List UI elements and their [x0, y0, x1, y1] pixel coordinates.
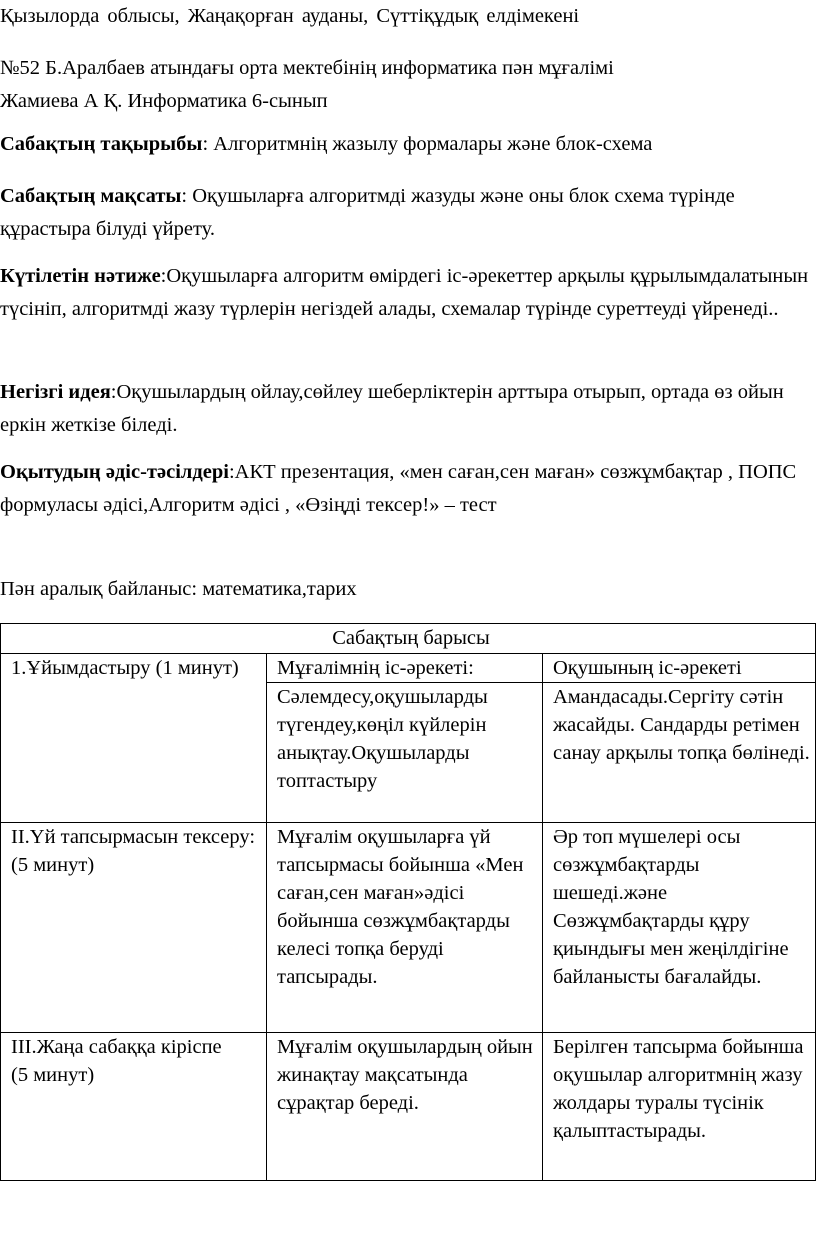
table-row — [1, 823, 816, 1033]
school-location: Қызылорда облысы, Жаңақорған ауданы, Сүттіқұдық елдімекені — [0, 5, 580, 27]
table-row — [1, 1033, 816, 1181]
lesson-goal — [0, 180, 812, 246]
student-activity-cell: Әр топ мүшелері осы сөзжұмбақтарды шешеді.және Сөзжұмбақтарды құру қиындығы мен жеңілдігіне байланысты бағалайды. — [543, 823, 816, 1033]
result-label: Күтілетін нәтиже — [0, 265, 161, 287]
lesson-topic — [0, 128, 812, 161]
topic-text: : Алгоритмнің жазылу формалары және блок-схема — [202, 133, 653, 155]
teacher-activity-cell: Мұғалім оқушыларға үй тапсырмасы бойынша «Мен саған,сен маған»әдісі бойынша сөзжұмбақтарды келесі топқа беруді тапсырады. — [267, 823, 543, 1033]
teaching-methods — [0, 456, 812, 522]
teacher-activity-cell: Сәлемдесу,оқушыларды түгендеу,көңіл күйлерін анықтау.Оқушыларды топтастыру — [267, 683, 543, 823]
stage-name-title: II.Үй тапсырмасын тексеру: — [11, 826, 256, 848]
goal-label: Сабақтың мақсаты — [0, 185, 182, 207]
result-text: :Оқушыларға алгоритм өмірдегі іс-әрекеттер арқылы құрылымдалатынын түсініп, алгоритмді жазу түрлерін негіздей алады, схемалар түрінде суреттеуді үйренеді.. — [0, 265, 809, 320]
methods-text: :АКТ презентация, «мен саған,сен маған» сөзжұмбақтар , ПОПС формуласы әдісі,Алгоритм әдісі , «Өзіңді тексер!» – тест — [0, 461, 797, 516]
idea-text: :Оқушылардың ойлау,сөйлеу шеберліктерін арттыра отырып, ортада өз ойын еркін жеткізе біледі. — [0, 381, 784, 436]
student-activity-cell: Берілген тапсырма бойынша оқушылар алгоритмнің жазу жолдары туралы түсінік қалыптастырады. — [543, 1033, 816, 1181]
student-activity-cell: Амандасады.Сергіту сәтін жасайды. Сандарды ретімен санау арқылы топқа бөлінеді. — [543, 683, 816, 823]
stage-name-title: III.Жаңа сабаққа кіріспе — [11, 1036, 222, 1058]
links-text: Пән аралық байланыс: математика,тарих — [0, 578, 357, 600]
stage-duration: (5 минут) — [11, 1064, 95, 1086]
teacher-info-line2: Жамиева А Қ. Информатика 6-сынып — [0, 90, 328, 112]
table-row — [1, 654, 816, 683]
methods-label: Оқытудың әдіс-тәсілдері — [0, 461, 229, 483]
expected-result — [0, 260, 812, 326]
interdisciplinary-links — [0, 573, 812, 606]
idea-label: Негізгі идея — [0, 381, 111, 403]
table-title: Сабақтың барысы — [1, 624, 816, 654]
stage-name-cell: 1.Ұйымдастыру (1 минут) — [1, 654, 267, 823]
stage-name-cell — [1, 823, 267, 1033]
teacher-info-line1: №52 Б.Аралбаев атындағы орта мектебінің информатика пән мұғалімі — [0, 57, 614, 79]
goal-text: : Оқушыларға алгоритмді жазуды және оны блок схема түрінде құрастыра білуді үйрету. — [0, 185, 735, 240]
lesson-progress-table — [0, 623, 816, 1181]
topic-label: Сабақтың тақырыбы — [0, 133, 203, 155]
stage-name-cell — [1, 1033, 267, 1181]
document-header — [0, 0, 812, 118]
column-header-student: Оқушының іс-әрекеті — [543, 654, 816, 683]
teacher-activity-cell: Мұғалім оқушылардың ойын жинақтау мақсатында сұрақтар береді. — [267, 1033, 543, 1181]
stage-duration: (5 минут) — [11, 854, 95, 876]
main-idea — [0, 376, 812, 442]
column-header-teacher: Мұғалімнің іс-әрекеті: — [267, 654, 543, 683]
table-header-row — [1, 624, 816, 654]
